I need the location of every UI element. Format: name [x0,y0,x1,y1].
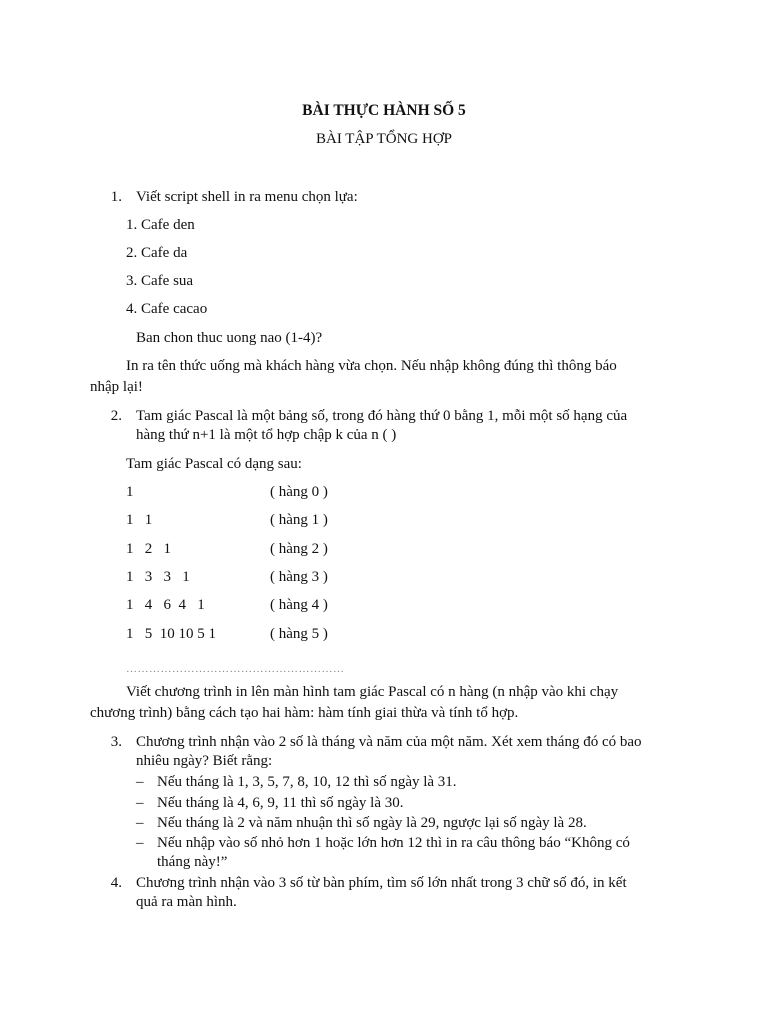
exercise-3-line2: nhiêu ngày? Biết rằng: [136,753,273,769]
exercise-3-bullet: Nếu tháng là 2 và năm nhuận thì số ngày là 29, ngược lại số ngày là 28. [157,815,587,831]
exercise-1-intro: Viết script shell in ra menu chọn lựa: [136,189,358,205]
pascal-row-label: ( hàng 4 ) [270,597,328,613]
pascal-row-label: ( hàng 5 ) [270,626,328,642]
menu-item-1: 1. Cafe den [126,217,195,233]
dotted-separator: ………………………………………………… [126,663,345,675]
exercise-2-number: 2. [110,408,122,424]
exercise-2-line2: hàng thứ n+1 là một tổ hợp chập k của n ( ) [136,427,397,443]
pascal-row-values: 1 [126,484,134,500]
exercise-1-desc-line1: In ra tên thức uống mà khách hàng vừa chọn. Nếu nhập không đúng thì thông báo [126,358,617,374]
pascal-row-label: ( hàng 1 ) [270,512,328,528]
exercise-3-bullet: Nếu nhập vào số nhỏ hơn 1 hoặc lớn hơn 12 thì in ra câu thông báo “Không có [157,835,630,851]
exercise-2-task-line2: chương trình) bằng cách tạo hai hàm: hàm tính giai thừa và tính tổ hợp. [90,705,519,721]
menu-item-4: 4. Cafe cacao [126,301,208,317]
page-title: BÀI THỰC HÀNH SỐ 5 [302,102,466,119]
menu-prompt: Ban chon thuc uong nao (1-4)? [136,330,323,346]
pascal-form-label: Tam giác Pascal có dạng sau: [126,456,302,472]
pascal-row-values: 1 3 3 1 [126,569,190,585]
pascal-row-label: ( hàng 2 ) [270,541,328,557]
bullet-dash: – [136,835,144,851]
exercise-1-number: 1. [110,189,122,205]
exercise-4-line1: Chương trình nhận vào 3 số từ bàn phím, tìm số lớn nhất trong 3 chữ số đó, in kết [136,875,627,891]
pascal-row-values: 1 5 10 10 5 1 [126,626,216,642]
exercise-4-line2: quả ra màn hình. [136,894,237,910]
exercise-3-bullet: Nếu tháng là 4, 6, 9, 11 thì số ngày là 30. [157,795,404,811]
exercise-3-bullet: Nếu tháng là 1, 3, 5, 7, 8, 10, 12 thì số ngày là 31. [157,774,457,790]
pascal-row-values: 1 2 1 [126,541,171,557]
bullet-dash: – [136,774,144,790]
bullet-dash: – [136,815,144,831]
menu-item-3: 3. Cafe sua [126,273,194,289]
pascal-row-values: 1 1 [126,512,153,528]
exercise-4-number: 4. [110,875,122,891]
exercise-1-desc-line2: nhập lại! [90,379,143,395]
bullet-dash: – [136,795,144,811]
exercise-3-number: 3. [110,734,122,750]
page-subtitle: BÀI TẬP TỔNG HỢP [316,131,452,147]
exercise-3-line1: Chương trình nhận vào 2 số là tháng và năm của một năm. Xét xem tháng đó có bao [136,734,642,750]
pascal-row-label: ( hàng 3 ) [270,569,328,585]
exercise-2-task-line1: Viết chương trình in lên màn hình tam giác Pascal có n hàng (n nhập vào khi chạy [126,684,619,700]
menu-item-2: 2. Cafe da [126,245,188,261]
pascal-row-label: ( hàng 0 ) [270,484,328,500]
exercise-3-bullet-continuation: tháng này!” [157,854,228,870]
pascal-row-values: 1 4 6 4 1 [126,597,205,613]
exercise-2-line1: Tam giác Pascal là một bảng số, trong đó hàng thứ 0 bằng 1, mỗi một số hạng của [136,408,628,424]
